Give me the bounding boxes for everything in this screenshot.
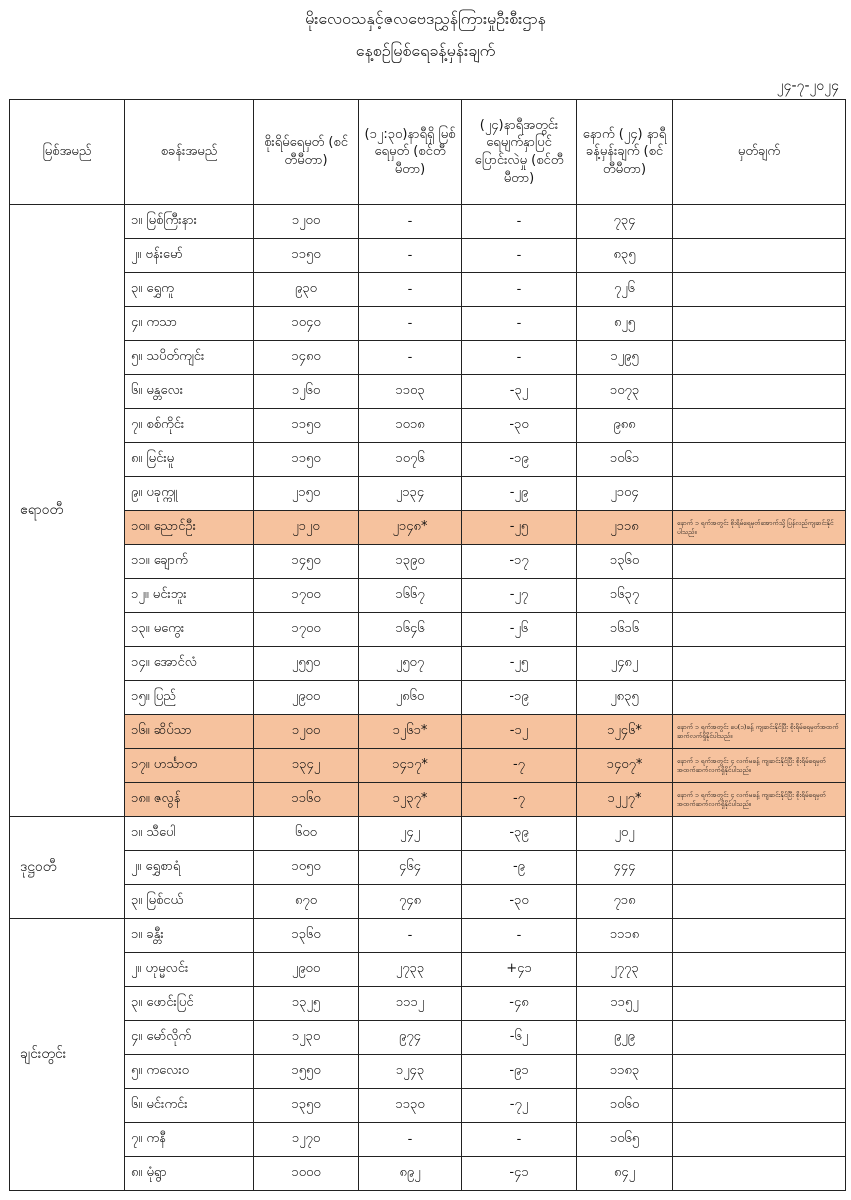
header-forecast: နောက် (၂၄) နာရီ ခန့်မှန်းချက် (စင်တီမီတာ)	[577, 100, 673, 205]
water-level: ၁၄၁၇*	[359, 749, 462, 783]
level-change: -၁၉	[462, 443, 577, 477]
station-name: ၃။ မြစ်ငယ်	[125, 885, 254, 919]
forecast-level: ၁၀၆၅	[577, 1123, 673, 1157]
danger-level: ၁၀၀၀	[254, 1157, 359, 1191]
danger-level: ၂၉၀၀	[254, 681, 359, 715]
danger-level: ၁၁၅၀	[254, 409, 359, 443]
remark	[673, 953, 846, 987]
table-row	[10, 1123, 846, 1157]
level-change: -၇	[462, 749, 577, 783]
danger-level: ၁၇၀၀	[254, 579, 359, 613]
table-row	[10, 545, 846, 579]
table-row	[10, 681, 846, 715]
danger-level: ၁၃၂၅	[254, 987, 359, 1021]
station-name: ၈။ မုံရွာ	[125, 1157, 254, 1191]
danger-level: ၁၂၀၀	[254, 205, 359, 239]
station-name: ၁၅။ ပြည်	[125, 681, 254, 715]
water-level: ၈၉၂	[359, 1157, 462, 1191]
forecast-level: ၂၄၈၂	[577, 647, 673, 681]
level-change: -၂၆	[462, 613, 577, 647]
table-row	[10, 647, 846, 681]
forecast-level: ၁၀၆၁	[577, 443, 673, 477]
water-level: ၁၆၄၆	[359, 613, 462, 647]
remark	[673, 647, 846, 681]
forecast-level: ၄၄၄	[577, 851, 673, 885]
remark: နောက် ၁ ရက်အတွင်း ပေ(၁)ခန့် ကျဆင်းနိုင်ပြီး စိုးရိမ်ရေမှတ်အထက်ဆက်လက်ရှိနိုင်ပါသည်။	[673, 715, 846, 749]
station-name: ၁၈။ ဇလွန်	[125, 783, 254, 817]
level-change: -	[462, 273, 577, 307]
danger-level: ၁၃၄၂	[254, 749, 359, 783]
water-level: ၁၀၁၈	[359, 409, 462, 443]
remark	[673, 307, 846, 341]
river-name: ဧရာဝတီ	[10, 205, 125, 817]
station-name: ၂။ ရွှေစာရံ	[125, 851, 254, 885]
level-change: -	[462, 205, 577, 239]
water-level: ၁၂၃၇*	[359, 783, 462, 817]
water-level: ၁၁၀၃	[359, 375, 462, 409]
station-name: ၁၀။ ညောင်ဦး	[125, 511, 254, 545]
level-change: -၉	[462, 851, 577, 885]
table-row	[10, 205, 846, 239]
station-name: ၁။ ခန္တီး	[125, 919, 254, 953]
remark	[673, 477, 846, 511]
water-level: -	[359, 341, 462, 375]
remark	[673, 375, 846, 409]
remark	[673, 851, 846, 885]
level-change: -၉၁	[462, 1055, 577, 1089]
river-forecast-table	[9, 99, 846, 1191]
table-row	[10, 817, 846, 851]
station-name: ၁၁။ ချောက်	[125, 545, 254, 579]
forecast-level: ၁၁၅၂	[577, 987, 673, 1021]
water-level: ၂၇၃၃	[359, 953, 462, 987]
water-level: ၂၅၀၇	[359, 647, 462, 681]
remark	[673, 613, 846, 647]
remark	[673, 817, 846, 851]
danger-level: ၁၄၅၀	[254, 545, 359, 579]
forecast-level: ၁၃၆၀	[577, 545, 673, 579]
danger-level: ၂၉၀၀	[254, 953, 359, 987]
remark	[673, 409, 846, 443]
station-name: ၁၃။ မကွေး	[125, 613, 254, 647]
forecast-level: ၁၀၆၀	[577, 1089, 673, 1123]
header-danger-level: စိုးရိမ်ရေမှတ် (စင်တီမီတာ)	[254, 100, 359, 205]
station-name: ၁၆။ ဆိပ်သာ	[125, 715, 254, 749]
header-river: မြစ်အမည်	[10, 100, 125, 205]
danger-level: ၁၅၅၀	[254, 1055, 359, 1089]
table-row	[10, 307, 846, 341]
table-row	[10, 715, 846, 749]
water-level: ၁၂၄၃	[359, 1055, 462, 1089]
station-name: ၇။ ကနီ	[125, 1123, 254, 1157]
remark: နောက် ၁ ရက်အတွင်း ၄ လက်မခန့် ကျဆင်းနိုင်ပြီး စိုးရိမ်ရေမှတ်အထက်ဆက်လက်ရှိနိုင်ပါသည်။	[673, 749, 846, 783]
danger-level: ၂၁၂၀	[254, 511, 359, 545]
danger-level: ၁၃၅၀	[254, 1089, 359, 1123]
forecast-level: ၈၂၅	[577, 307, 673, 341]
level-change: -၂၅	[462, 511, 577, 545]
water-level: ၁၁၃၀	[359, 1089, 462, 1123]
level-change: -	[462, 1123, 577, 1157]
table-row	[10, 613, 846, 647]
table-row	[10, 1089, 846, 1123]
level-change: -၂၅	[462, 647, 577, 681]
remark	[673, 1123, 846, 1157]
level-change: -၂၉	[462, 477, 577, 511]
water-level: ၂၁၃၄	[359, 477, 462, 511]
table-row	[10, 443, 846, 477]
table-row	[10, 783, 846, 817]
table-row	[10, 953, 846, 987]
table-row	[10, 477, 846, 511]
danger-level: ၁၁၅၀	[254, 239, 359, 273]
danger-level: ၁၄၈၀	[254, 341, 359, 375]
level-change: -၄၁	[462, 1157, 577, 1191]
forecast-level: ၂၇၇၃	[577, 953, 673, 987]
level-change: -၃၀	[462, 885, 577, 919]
station-name: ၁။ သီပေါ	[125, 817, 254, 851]
table-row	[10, 851, 846, 885]
level-change: -၁၉	[462, 681, 577, 715]
table-row	[10, 375, 846, 409]
danger-level: ၂၁၅၀	[254, 477, 359, 511]
table-row	[10, 409, 846, 443]
station-name: ၃။ ရွှေကူ	[125, 273, 254, 307]
water-level: ၁၂၆၁*	[359, 715, 462, 749]
level-change: -၆၂	[462, 1021, 577, 1055]
water-level: ၁၁၁၂	[359, 987, 462, 1021]
remark	[673, 919, 846, 953]
table-row	[10, 1055, 846, 1089]
water-level: -	[359, 307, 462, 341]
level-change: -၁၂	[462, 715, 577, 749]
remark	[673, 443, 846, 477]
level-change: -၁၇	[462, 545, 577, 579]
water-level: ၂၁၄၈*	[359, 511, 462, 545]
forecast-level: ၁၆၃၇	[577, 579, 673, 613]
forecast-level: ၁၁၈၃	[577, 1055, 673, 1089]
danger-level: ၁၂၆၀	[254, 375, 359, 409]
forecast-level: ၂၀၂	[577, 817, 673, 851]
water-level: -	[359, 239, 462, 273]
station-name: ၁၂။ မင်းဘူး	[125, 579, 254, 613]
level-change: -၂၇	[462, 579, 577, 613]
forecast-level: ၁၄၀၇*	[577, 749, 673, 783]
forecast-level: ၈၃၅	[577, 239, 673, 273]
remark	[673, 885, 846, 919]
report-date: ၂၄-၇-၂၀၂၄	[776, 78, 839, 94]
water-level: ၂၈၆၀	[359, 681, 462, 715]
forecast-level: ၁၂၂၇*	[577, 783, 673, 817]
forecast-level: ၇၁၈	[577, 885, 673, 919]
report-subtitle: နေ့စဉ်မြစ်ရေခန့်မှန်းချက်	[355, 41, 496, 60]
level-change: -၇၂	[462, 1089, 577, 1123]
water-level: -	[359, 273, 462, 307]
water-level: -	[359, 1123, 462, 1157]
station-name: ၅။ ကလေးဝ	[125, 1055, 254, 1089]
station-name: ၇။ စစ်ကိုင်း	[125, 409, 254, 443]
table-row	[10, 749, 846, 783]
danger-level: ၁၀၄၀	[254, 307, 359, 341]
level-change: -	[462, 341, 577, 375]
level-change: +၄၁	[462, 953, 577, 987]
water-level: ၇၄၈	[359, 885, 462, 919]
forecast-level: ၁၂၉၅	[577, 341, 673, 375]
water-level: ၁၀၇၆	[359, 443, 462, 477]
table-row	[10, 919, 846, 953]
table-row	[10, 511, 846, 545]
danger-level: ၁၇၀၀	[254, 613, 359, 647]
river-name: ဒုဋ္ဌဝတီ	[10, 817, 125, 919]
level-change: -၇	[462, 783, 577, 817]
danger-level: ၉၃၀	[254, 273, 359, 307]
remark	[673, 987, 846, 1021]
station-name: ၁။ မြစ်ကြီးနား	[125, 205, 254, 239]
table-row	[10, 273, 846, 307]
station-name: ၈။ မြင်းမူ	[125, 443, 254, 477]
danger-level: ၈၇၀	[254, 885, 359, 919]
table-row	[10, 885, 846, 919]
level-change: -	[462, 239, 577, 273]
station-name: ၂။ ဟုမ္မလင်း	[125, 953, 254, 987]
danger-level: ၁၁၆၀	[254, 783, 359, 817]
remark: နောက် ၁ ရက်အတွင်း စိုးရိမ်ရေမှတ်အောက်သို့ ပြန်လည်ကျဆင်းနိုင်ပါသည်။	[673, 511, 846, 545]
water-level: ၉၇၄	[359, 1021, 462, 1055]
header-row	[10, 100, 846, 205]
danger-level: ၁၀၅၀	[254, 851, 359, 885]
river-name: ချင်းတွင်း	[10, 919, 125, 1191]
remark	[673, 681, 846, 715]
table-row	[10, 579, 846, 613]
level-change: -၃၉	[462, 817, 577, 851]
water-level: -	[359, 919, 462, 953]
station-name: ၆။ မန္တလေး	[125, 375, 254, 409]
danger-level: ၁၂၃၀	[254, 1021, 359, 1055]
danger-level: ၂၅၅၀	[254, 647, 359, 681]
station-name: ၆။ မင်းကင်း	[125, 1089, 254, 1123]
danger-level: ၁၂၀၀	[254, 715, 359, 749]
remark	[673, 1089, 846, 1123]
forecast-level: ၂၁၀၄	[577, 477, 673, 511]
station-name: ၂။ ဗန်းမော်	[125, 239, 254, 273]
forecast-level: ၂၈၃၅	[577, 681, 673, 715]
report-title: မိုးလေဝသနှင့်ဇလဗေဒညွှန်ကြားမှုဦးစီးဌာန	[305, 9, 546, 28]
header-station: စခန်းအမည်	[125, 100, 254, 205]
station-name: ၃။ ဖောင်းပြင်	[125, 987, 254, 1021]
danger-level: ၁၃၆၀	[254, 919, 359, 953]
forecast-level: ၉၂၉	[577, 1021, 673, 1055]
station-name: ၅။ သပိတ်ကျင်း	[125, 341, 254, 375]
water-level: -	[359, 205, 462, 239]
level-change: -၃၂	[462, 375, 577, 409]
level-change: -	[462, 919, 577, 953]
table-row	[10, 341, 846, 375]
remark	[673, 273, 846, 307]
forecast-level: ၁၁၁၈	[577, 919, 673, 953]
forecast-level: ၉၈၈	[577, 409, 673, 443]
table-row	[10, 987, 846, 1021]
remark	[673, 1055, 846, 1089]
forecast-level: ၇၃၄	[577, 205, 673, 239]
danger-level: ၁၂၇၀	[254, 1123, 359, 1157]
station-name: ၁၄။ အောင်လံ	[125, 647, 254, 681]
forecast-level: ၁၆၁၆	[577, 613, 673, 647]
danger-level: ၆၀၀	[254, 817, 359, 851]
remark	[673, 545, 846, 579]
remark	[673, 1021, 846, 1055]
level-change: -၄၈	[462, 987, 577, 1021]
remark	[673, 1157, 846, 1191]
remark	[673, 341, 846, 375]
forecast-level: ၁၀၇၃	[577, 375, 673, 409]
level-change: -၃၀	[462, 409, 577, 443]
forecast-level: ၁၂၄၆*	[577, 715, 673, 749]
header-change: (၂၄)နာရီအတွင်း ရေမျက်နှာပြင် ပြောင်းလဲမှု (စင်တီမီတာ)	[462, 100, 577, 205]
remark	[673, 239, 846, 273]
forecast-level: ၂၁၁၈	[577, 511, 673, 545]
danger-level: ၁၁၅၀	[254, 443, 359, 477]
header-water-level: (၁၂:၃၀)နာရီရှိ မြစ်ရေမှတ် (စင်တီမီတာ)	[359, 100, 462, 205]
remark	[673, 579, 846, 613]
station-name: ၄။ ကသာ	[125, 307, 254, 341]
remark: နောက် ၁ ရက်အတွင်း ၄ လက်မခန့် ကျဆင်းနိုင်ပြီး စိုးရိမ်ရေမှတ်အထက်ဆက်လက်ရှိနိုင်ပါသည်။	[673, 783, 846, 817]
water-level: ၁၆၆၇	[359, 579, 462, 613]
forecast-level: ၇၂၆	[577, 273, 673, 307]
table-row	[10, 239, 846, 273]
table-row	[10, 1021, 846, 1055]
forecast-level: ၈၄၂	[577, 1157, 673, 1191]
level-change: -	[462, 307, 577, 341]
header-remark: မှတ်ချက်	[673, 100, 846, 205]
water-level: ၂၄၂	[359, 817, 462, 851]
station-name: ၁၇။ ဟင်္သာတ	[125, 749, 254, 783]
remark	[673, 205, 846, 239]
water-level: ၄၆၄	[359, 851, 462, 885]
station-name: ၉။ ပခုက္ကူ	[125, 477, 254, 511]
station-name: ၄။ မော်လိုက်	[125, 1021, 254, 1055]
water-level: ၁၃၉၀	[359, 545, 462, 579]
table-row	[10, 1157, 846, 1191]
